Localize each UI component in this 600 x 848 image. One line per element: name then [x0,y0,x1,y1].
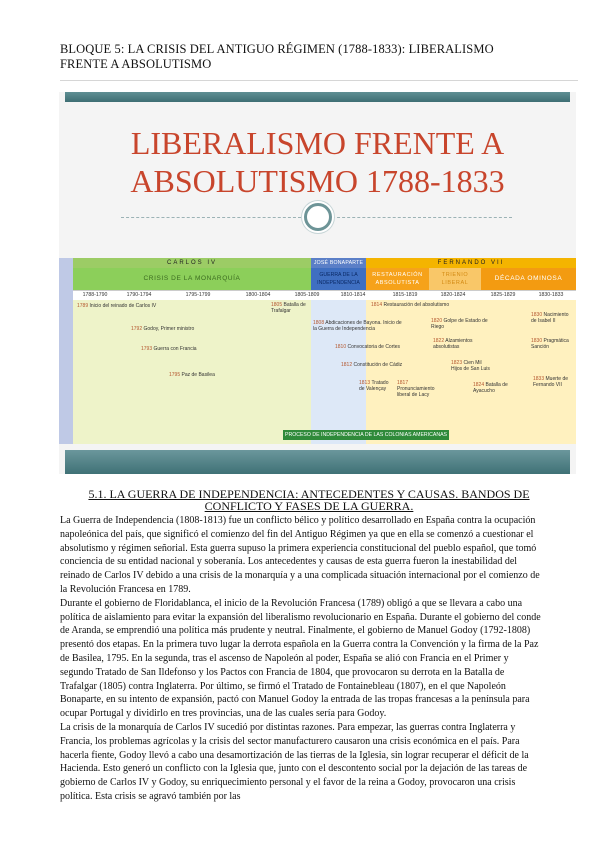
year-label: 1795-1799 [185,292,211,298]
timeline-event: 1795 Paz de Basilea [169,372,215,378]
timeline-event: 1812 Constitución de Cádiz [341,362,403,368]
timeline-event: 1789 Inicio del reinado de Carlos IV [77,303,157,309]
timeline-event: 1817 Pronunciamiento liberal de Lacy [397,380,435,398]
reign-carlos-iv: CARLOS IV [73,258,311,268]
slide-ornament-icon [304,203,332,231]
slide-divider-right [332,217,512,218]
year-label: 1788-1790 [82,292,108,298]
slide-title [59,124,576,200]
timeline-left-strip [59,258,73,444]
period-crisis-monarquia: CRISIS DE LA MONARQUÍA [73,268,311,290]
timeline-event: 1822 Alzamientos absolutistas [433,338,473,350]
timeline-event: 1805 Batalla de Trafalgar [271,302,306,314]
timeline-event: 1830 Nacimiento de Isabel II [531,312,569,324]
reign-jose-bonaparte: JOSÉ BONAPARTE [311,258,366,268]
independence-band: PROCESO DE INDEPENDENCIA DE LAS COLONIAS AMERICANAS [284,432,447,438]
timeline-event: 1792 Godoy, Primer ministro [131,326,195,332]
paragraph: Durante el gobierno de Floridablanca, el inicio de la Revolución Francesa (1789) obligó a que se llevara a cabo una política de aislamiento para evitar la expansión del liberalismo revolucionario en España. Durante el gobierno del conde de Aranda, se emprendió una política más prudente y neutral. Finalmente, el gobierno de Manuel Godoy (1792-1808) presentó dos etapas. En la primera tuvo lugar la derrota española en la Guerra contra la Convención y la firma de la Paz de Basilea, 1795. En la segunda, tras el ascenso de Napoleón al poder, España se alió con Francia en el Primer y segundo Tratado de San Ildefonso y los Pactos con Francia de 1804, que provocaron su derrota en la Batalla de Trafalgar (1805) contra Inglaterra. Por último, se firmó el Tratado de Fontainebleau (1807), en el que Napoleón Bonaparte, en su intento de expansión, pactó con Manuel Godoy la entrada de las tropas francesas a la península para ocupar Portugal y dividirlo en tres provincias, una de las cuales sería para Godoy. [60,597,541,720]
year-label: 1800-1804 [245,292,271,298]
timeline-event: 1793 Guerra con Francia [141,346,197,352]
paragraph: La crisis de la monarquía de Carlos IV sucedió por distintas razones. Para empezar, las guerras contra Inglaterra y Francia, los problemas agrícolas y la crisis del sector manufacturero causaron una crisis económica en el país. Para hacerla fiente, Godoy llevó a cabo una desamortización de las tierras de la Iglesia, sin lograr recuperar el déficit de la Hacienda. Esto generó un conflicto con la Iglesia que, junto con el descontento social por la dejación de las tareas de gobierno de Carlos IV y Godoy, su enriquecimiento personal y el favor de la reina a Godoy, provocaron una crisis política. Esta crisis se agravó también por las [60,721,529,802]
timeline-event: 1823 Cien Mil Hijos de San Luis [451,360,490,372]
document-header: BLOQUE 5: LA CRISIS DEL ANTIGUO RÉGIMEN (1788-1833): LIBERALISMO FRENTE A ABSOLUTISMO [60,42,494,71]
body-text [60,514,542,804]
paragraph: La Guerra de Independencia (1808-1813) fue un conflicto bélico y político desarrollado en España contra la ocupación napoleónica del país, que significó el comienzo del fin del Antiguo Régimen ya que en ella se comenzó a cuestionar el absolutismo y régimen señorial. Esta guerra supuso la primera experiencia constitucional del pueblo español, que tomó conciencia de su entidad nacional y soberanía. Los antecedentes y causas de esta guerra fueron la inestabilidad del reinado de Carlos IV debido a una crisis de la monarquía y a una complicada situación internacional por el comienzo de la Revolución Francesa en 1789. [60,515,540,595]
timeline-event: 1824 Batalla de Ayacucho [473,382,508,394]
timeline-event: 1810 Convocatoria de Cortes [335,344,401,350]
period-decada-ominosa: DÉCADA OMINOSA [481,268,576,290]
slide-bottom-band [65,450,570,474]
period-trienio-liberal: TRIENIO LIBERAL [429,268,481,290]
timeline-event: 1813 Tratado de Valençay [359,380,389,392]
timeline-chart [59,258,576,444]
timeline-event: 1820 Golpe de Estado de Riego [431,318,488,330]
year-label: 1830-1833 [538,292,564,298]
year-label: 1790-1794 [126,292,152,298]
slide-image [59,92,576,474]
period-restauracion-absolutista: RESTAURACIÓN ABSOLUTISTA [366,268,429,290]
slide-divider-left [121,217,301,218]
year-label: 1805-1809 [294,292,320,298]
year-label: 1810-1814 [340,292,366,298]
slide-title-line1: LIBERALISMO FRENTE A [130,125,505,161]
period-guerra-independencia: GUERRA DE LA INDEPENDENCIA [311,268,366,290]
year-label: 1820-1824 [440,292,466,298]
timeline-event: 1808 Abdicaciones de Bayona. Inicio de la Guerra de Independencia [313,320,402,332]
timeline-event: 1830 Pragmática Sanción [531,338,569,350]
slide-title-line2: ABSOLUTISMO 1788-1833 [130,163,505,199]
reign-fernando-vii: FERNANDO VII [366,258,576,268]
year-label: 1815-1819 [392,292,418,298]
slide-top-band [65,92,570,102]
section-title: 5.1. LA GUERRA DE INDEPENDENCIA: ANTECEDENTES Y CAUSAS. BANDOS DE CONFLICTO Y FASES DE LA GUERRA. [88,487,530,513]
year-label: 1825-1829 [490,292,516,298]
header-divider [60,80,578,81]
timeline-event: 1814 Restauración del absolutismo [371,302,450,308]
timeline-event: 1833 Muerte de Fernando VII [533,376,569,388]
